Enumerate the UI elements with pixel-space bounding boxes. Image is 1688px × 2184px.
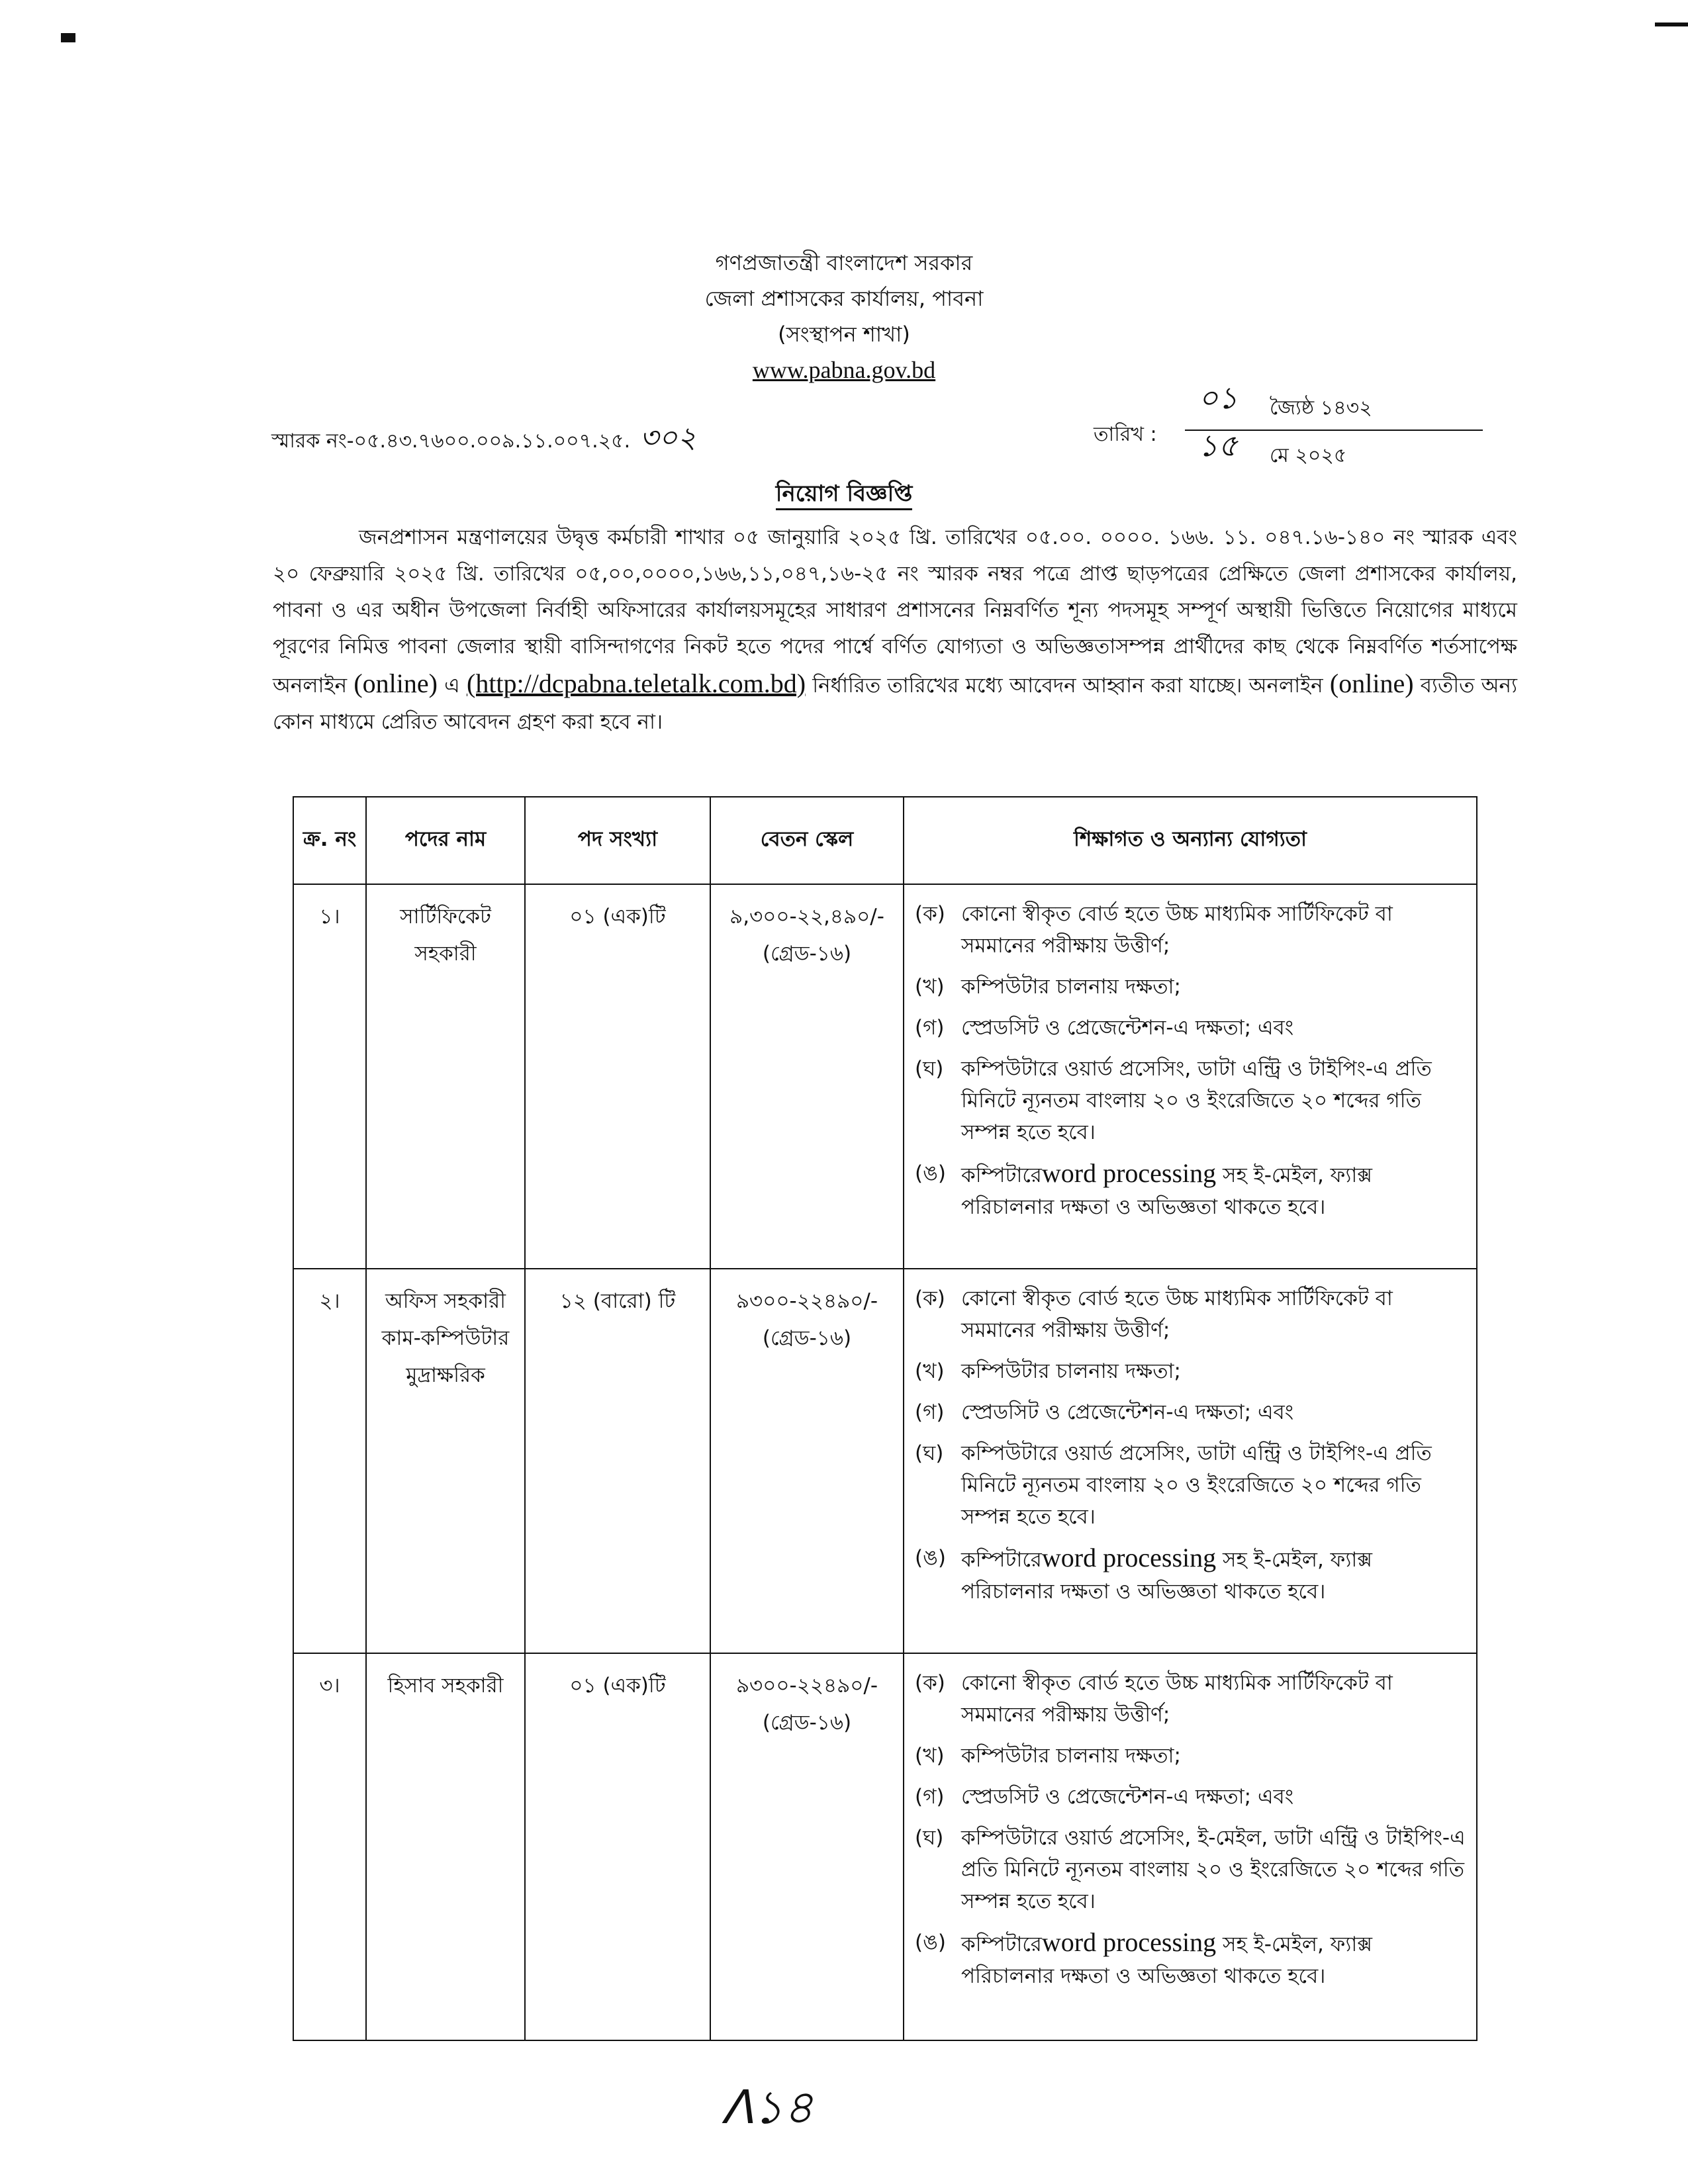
cell-serial: ১। [293,884,366,1269]
qualification-item: (ঘ) কম্পিউটারে ওয়ার্ড প্রসেসিং, ডাটা এন্ট্রি ও টাইপিং-এ প্রতি মিনিটে ন্যূনতম বাংলায় ২০ ও ইংরেজিতে ২০ শব্দের গতি সম্পন্ন হতে হবে। [915,1441,1432,1529]
header-post-count: পদ সংখ্যা [525,797,710,884]
qualification-item: (ঙ) কম্পিটারেword processing সহ ই-মেইল, ফ্যাক্স পরিচালনার দক্ষতা ও অভিজ্ঞতা থাকতে হবে। [915,1158,1373,1219]
cell-serial: ৩। [293,1653,366,2040]
scan-mark-top-left [61,33,75,42]
pay-grade: (গ্রেড-১৬) [762,1326,852,1350]
govt-name: গণপ্রজাতন্ত্রী বাংলাদেশ সরকার [715,250,973,275]
online-text-1: (online) [353,668,438,698]
english-day: ১৫ [1198,428,1238,463]
english-month-year: মে ২০২৫ [1270,444,1347,467]
header-qualifications: শিক্ষাগত ও অন্যান্য যোগ্যতা [904,797,1477,884]
memo-number [271,416,696,464]
cell-post-count: ১২ (বারো) টি [525,1269,710,1653]
scan-mark-top-right [1655,23,1688,26]
body-text-1: জনপ্রশাসন মন্ত্রণালয়ের উদ্বৃত্ত কর্মচারী শাখার ০৫ জানুয়ারি ২০২৫ খ্রি. তারিখের ০৫.০০. ০০০০. ১৬৬. ১১. ০৪৭.১৬-১৪০ নং স্মারক এবং ২০ ফেব্রুয়ারি ২০২৫ খ্রি. তারিখের ০৫,০০,০০০০,১৬৬,১১,০৪৭,১৬-২৫ নং স্মারক নম্বর পত্রে প্রাপ্ত ছাড়পত্রের প্রেক্ষিতে জেলা প্রশাসকের কার্যালয়, পাবনা ও এর অধীন উপজেলা নির্বাহী অফিসারের কার্যালয়সমূহের সাধারণ প্রশাসনের নিম্নবর্ণিত শূন্য পদসমূহ সম্পূর্ণ অস্থায়ী ভিত্তিতে নিয়োগের মাধ্যমে পূরণের নিমিত্ত পাবনা জেলার স্থায়ী বাসিন্দাগণের নিকট হতে পদের পার্শ্বে বর্ণিত যোগ্যতা ও অভিজ্ঞতাসম্পন্ন প্রার্থীদের কাছ থেকে নিম্নবর্ণিত শর্তসাপেক্ষ অনলাইন [273,525,1517,698]
qualification-item: (গ) স্প্রেডসিট ও প্রেজেন্টেশন-এ দক্ষতা; এবং [915,1400,1294,1424]
qualification-item: (গ) স্প্রেডসিট ও প্রেজেন্টেশন-এ দক্ষতা; এবং [915,1016,1294,1040]
table-header-row [293,797,1477,884]
qualification-item: (ঙ) কম্পিটারেword processing সহ ই-মেইল, ফ্যাক্স পরিচালনার দক্ষতা ও অভিজ্ঞতা থাকতে হবে। [915,1927,1373,1988]
pay-scale-value: ৯,৩০০-২২,৪৯০/- [729,905,884,929]
qualification-item: (ঘ) কম্পিউটারে ওয়ার্ড প্রসেসিং, ডাটা এন্ট্রি ও টাইপিং-এ প্রতি মিনিটে ন্যূনতম বাংলায় ২০ ও ইংরেজিতে ২০ শব্দের গতি সম্পন্ন হতে হবে। [915,1057,1432,1144]
qualification-item: (ক) কোনো স্বীকৃত বোর্ড হতে উচ্চ মাধ্যমিক সার্টিফিকেট বা সমমানের পরীক্ষায় উত্তীর্ণ; [915,1287,1393,1342]
cell-post-count: ০১ (এক)টি [525,884,710,1269]
qualification-item: (খ) কম্পিউটার চালনায় দক্ষতা; [915,1744,1181,1768]
apply-url-link[interactable]: (http://dcpabna.teletalk.com.bd) [467,668,806,698]
page-initials: ᐱ১৪ [722,2080,814,2134]
pay-scale-value: ৯৩০০-২২৪৯০/- [735,1674,878,1698]
pay-grade: (গ্রেড-১৬) [762,942,852,966]
cell-post-count: ০১ (এক)টি [525,1653,710,2040]
header-post-name: পদের নাম [366,797,525,884]
cell-qualifications [904,1269,1477,1653]
date-label: তারিখ : [1094,423,1157,446]
table-row [293,1269,1477,1653]
bangla-day: ০১ [1198,380,1238,416]
cell-serial: ২। [293,1269,366,1653]
bangla-month-year: জ্যৈষ্ঠ ১৪৩২ [1270,396,1372,420]
qualification-item: (খ) কম্পিউটার চালনায় দক্ষতা; [915,975,1181,999]
qualification-item: (গ) স্প্রেডসিট ও প্রেজেন্টেশন-এ দক্ষতা; এবং [915,1785,1294,1809]
qualification-item: (ঘ) কম্পিউটারে ওয়ার্ড প্রসেসিং, ই-মেইল, ডাটা এন্ট্রি ও টাইপিং-এ প্রতি মিনিটে ন্যূনতম বাংলায় ২০ ও ইংরেজিতে ২০ শব্দের গতি সম্পন্ন হতে হবে। [915,1826,1466,1913]
cell-pay-scale [710,884,904,1269]
section-name: (সংস্থাপন শাখা) [778,322,910,347]
notice-title: নিয়োগ বিজ্ঞপ্তি [0,477,1688,514]
body-text-2: এ [444,674,460,698]
cell-qualifications [904,884,1477,1269]
table-row [293,1653,1477,2040]
qualification-item: (ক) কোনো স্বীকৃত বোর্ড হতে উচ্চ মাধ্যমিক সার্টিফিকেট বা সমমানের পরীক্ষায় উত্তীর্ণ; [915,902,1393,958]
cell-post-name: অফিস সহকারী কাম-কম্পিউটার মুদ্রাক্ষরিক [366,1269,525,1653]
table-row [293,884,1477,1269]
header-serial: ক্র. নং [293,797,366,884]
memo-label: স্মারক নং-০৫.৪৩.৭৬০০.০০৯.১১.০০৭.২৫. [271,430,631,453]
header-pay-scale: বেতন স্কেল [710,797,904,884]
pay-grade: (গ্রেড-১৬) [762,1711,852,1735]
online-text-2: (online) [1329,668,1414,698]
memo-handwritten-number: ৩০২ [639,421,697,455]
cell-pay-scale [710,1269,904,1653]
notice-body [273,520,1517,741]
cell-pay-scale [710,1653,904,2040]
qualification-item: (ক) কোনো স্বীকৃত বোর্ড হতে উচ্চ মাধ্যমিক সার্টিফিকেট বা সমমানের পরীক্ষায় উত্তীর্ণ; [915,1671,1393,1727]
qualification-item: (ঙ) কম্পিটারেword processing সহ ই-মেইল, ফ্যাক্স পরিচালনার দক্ষতা ও অভিজ্ঞতা থাকতে হবে। [915,1543,1373,1604]
vacancy-table [293,796,1477,2041]
office-name: জেলা প্রশাসকের কার্যালয়, পাবনা [704,286,984,311]
cell-post-name: সার্টিফিকেট সহকারী [366,884,525,1269]
date-block [1185,380,1483,473]
qualification-item: (খ) কম্পিউটার চালনায় দক্ষতা; [915,1359,1181,1383]
pay-scale-value: ৯৩০০-২২৪৯০/- [735,1289,878,1313]
body-text-4: ব্যতীত অন্য কোন মাধ্যমে প্রেরিত আবেদন গ্রহণ করা হবে না। [273,674,1517,734]
website-link[interactable]: www.pabna.gov.bd [752,357,936,383]
letterhead [0,245,1688,388]
cell-post-name: হিসাব সহকারী [366,1653,525,2040]
cell-qualifications [904,1653,1477,2040]
body-text-3: নির্ধারিত তারিখের মধ্যে আবেদন আহ্বান করা যাচ্ছে। অনলাইন [812,674,1323,698]
